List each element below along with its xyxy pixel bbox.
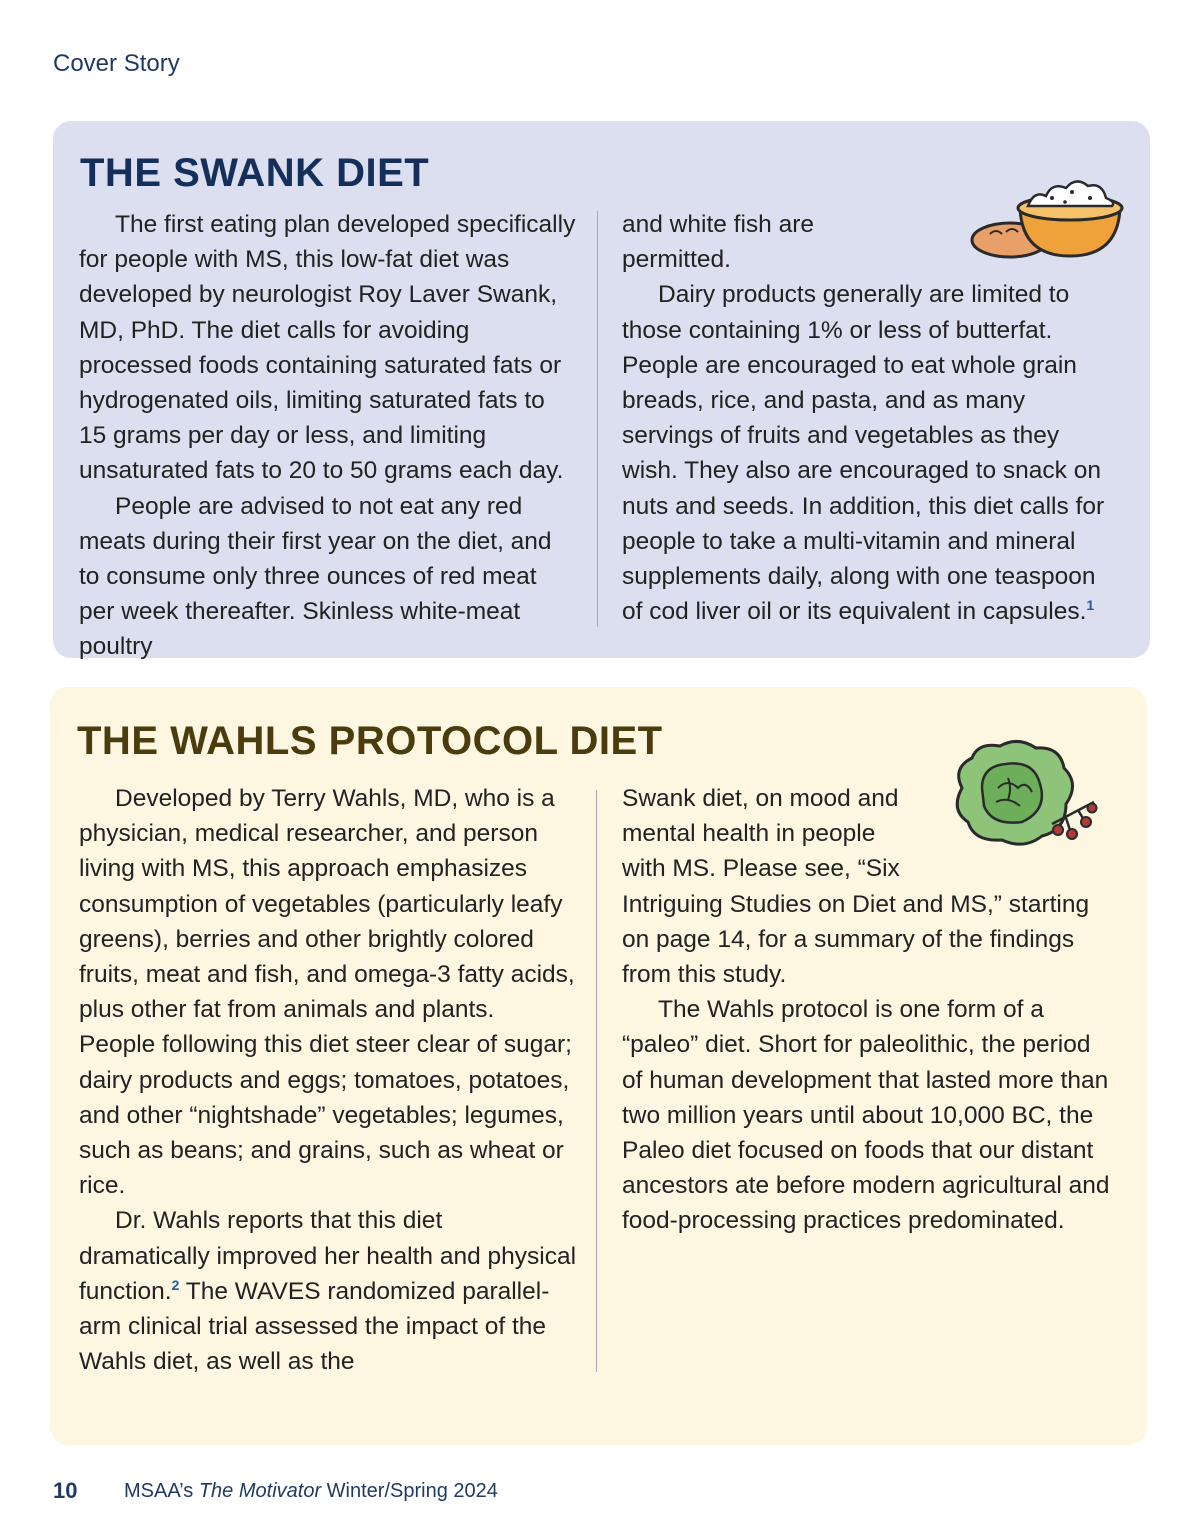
wahls-title: THE WAHLS PROTOCOL DIET	[77, 719, 663, 763]
footer-issue: Winter/Spring 2024	[326, 1480, 498, 1502]
wahls-ref-2: 2	[171, 1276, 180, 1293]
swank-text-1: The first eating plan developed specifically for people with MS, this low-fat diet was developed by neurologist Roy Laver Swank, MD, PhD. The diet calls for avoiding processed foods containing saturated fats or hydrogenated oils, limiting saturated fats to 15 grams per day or less, and limiting unsaturated fats to 20 to 50 grams each day.	[79, 211, 576, 485]
wahls-text-2a: Dr. Wahls reports that this diet dramatically improved her health and physical function.	[79, 1207, 577, 1305]
wahls-text-3: The Wahls protocol is one form of a “paleo” diet. Short for paleolithic, the period of human development that lasted more than two million years until about 10,000 BC, the Paleo diet focused on foods that our distant ancestors ate before modern agricultural and food-processing practices predominated.	[622, 996, 1110, 1235]
swank-ref-1: 1	[1086, 597, 1095, 614]
wahls-text-2b-start: The WAVES randomized parallel-arm clinical trial assessed the impact of the Wahls diet, as well as the	[79, 1277, 550, 1376]
swank-left-flow	[79, 207, 577, 661]
wahls-text-2b-cont: Swank diet, on mood and mental health in people with MS. Please see, “Six Intriguing Studies on Diet and MS,” starting on page 14, for a summary of the findings from this study.	[622, 785, 1090, 989]
wahls-left-column	[79, 781, 577, 1381]
bread-and-bowl-icon	[970, 170, 1128, 262]
swank-column-divider	[597, 211, 598, 627]
swank-text-3-body: Dairy products generally are limited to those containing 1% or less of butterfat. People are encouraged to eat whole grain breads, rice, and pasta, and as many servings of fruits and vegetables as they wish. They also are encouraged to snack on nuts and seeds. In addition, this diet calls for people to take a multi-vitamin and mineral supplements daily, along with one teaspoon of cod liver oil or its equivalent in capsules.	[622, 281, 1105, 626]
swank-text-3	[622, 277, 1117, 629]
wahls-text-1: Developed by Terry Wahls, MD, who is a physician, medical researcher, and person living with MS, this approach emphasizes consumption of vegetables (particularly leafy greens), berries and other brightly colored fruits, meat and fish, and omega-3 fatty acids, plus other fat from animals and plants. People following this diet steer clear of sugar; dairy products and eggs; tomatoes, potatoes, and other “nightshade” vegetables; legumes, such as beans; and grains, such as wheat or rice.	[79, 785, 575, 1200]
footer-publication	[124, 1480, 498, 1503]
footer-publication-title: The Motivator	[198, 1480, 322, 1502]
wahls-column-divider	[596, 790, 597, 1372]
swank-right-column	[622, 207, 1117, 629]
footer-publisher: MSAA’s	[124, 1480, 194, 1502]
wahls-text-2	[79, 1203, 577, 1379]
swank-text-2-cont: and white fish are permitted.	[622, 211, 815, 274]
page-number: 10	[53, 1478, 78, 1503]
swank-title: THE SWANK DIET	[80, 151, 430, 195]
swank-text-2: People are advised to not eat any red meats during their first year on the diet, and to consume only three ounces of red meat per week thereafter. Skinless white-meat poultry	[79, 492, 552, 661]
section-label: Cover Story	[53, 50, 180, 77]
lettuce-and-berries-icon	[948, 738, 1098, 850]
